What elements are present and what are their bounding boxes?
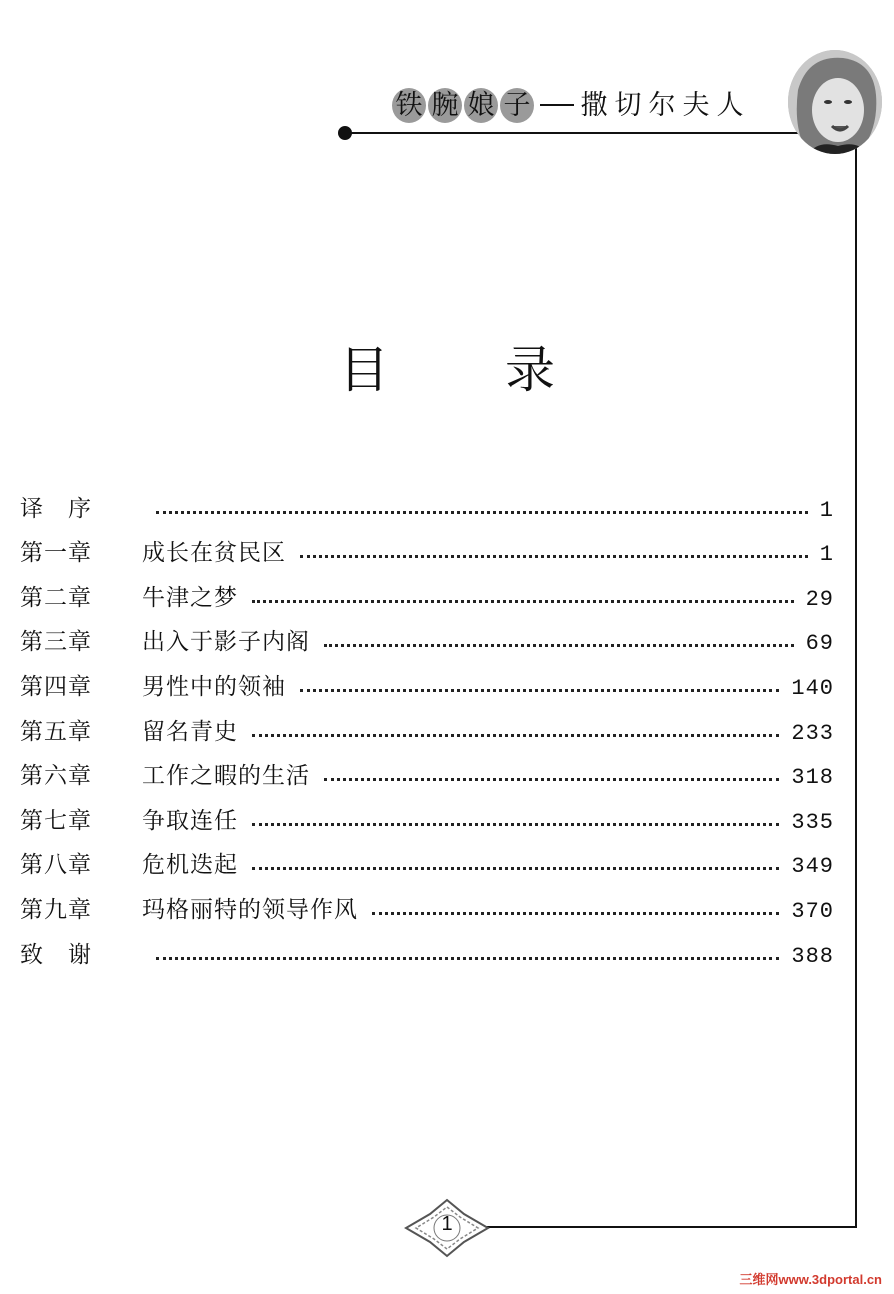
header-char: 尔 [648, 89, 676, 121]
toc-chapter: 第一章 [20, 540, 92, 567]
toc-page: 140 [791, 675, 834, 701]
toc-leader [252, 867, 779, 870]
toc-leader [324, 778, 779, 781]
toc-row[interactable] [20, 879, 834, 924]
header-char: 子 [500, 88, 534, 123]
header-char: 铁 [392, 88, 426, 123]
toc-page: 1 [819, 542, 834, 568]
toc-chapter: 译 序 [20, 495, 92, 522]
toc-page: 349 [791, 854, 834, 880]
toc-chapter: 致 谢 [20, 941, 92, 968]
toc-leader [300, 555, 808, 558]
toc-title: 工作之暇的生活 [142, 763, 310, 790]
toc-row[interactable] [20, 612, 834, 657]
portrait-image [788, 50, 882, 154]
header-char: 人 [716, 89, 744, 121]
toc-page: 335 [791, 809, 834, 835]
header-dash [540, 104, 574, 106]
toc-chapter: 第五章 [20, 718, 92, 745]
toc-title: 争取连任 [142, 807, 238, 834]
toc-chapter: 第二章 [20, 584, 92, 611]
toc-row[interactable] [20, 656, 834, 701]
toc-page: 69 [805, 631, 834, 657]
toc-row[interactable] [20, 567, 834, 612]
toc-title: 男性中的领袖 [142, 673, 286, 700]
header-char: 夫 [682, 89, 710, 121]
watermark: 三维网www.3dportal.cn [739, 1272, 882, 1287]
toc-title: 牛津之梦 [142, 584, 238, 611]
toc-row[interactable] [20, 746, 834, 791]
header-char: 切 [614, 89, 642, 121]
toc-chapter: 第六章 [20, 763, 92, 790]
toc-page: 388 [791, 943, 834, 969]
header-char: 腕 [428, 88, 462, 123]
page-title [0, 330, 894, 402]
toc-page: 370 [791, 898, 834, 924]
toc-page: 29 [805, 586, 834, 612]
toc-row[interactable] [20, 924, 834, 969]
toc-row[interactable] [20, 523, 834, 568]
header-char: 娘 [464, 88, 498, 123]
toc-leader [300, 689, 779, 692]
toc-title: 出入于影子内阁 [142, 629, 310, 656]
toc-page: 233 [791, 720, 834, 746]
toc-title: 成长在贫民区 [142, 540, 286, 567]
title-char: 录 [505, 341, 555, 399]
toc-leader [252, 734, 779, 737]
toc-row[interactable] [20, 478, 834, 523]
toc-chapter: 第四章 [20, 673, 92, 700]
toc-row[interactable] [20, 790, 834, 835]
margin-rule [855, 132, 857, 1228]
toc-chapter: 第三章 [20, 629, 92, 656]
header-rule [348, 132, 854, 134]
toc-title: 留名青史 [142, 718, 238, 745]
toc-leader [252, 600, 794, 603]
header-char: 撒 [580, 89, 608, 121]
toc-leader [252, 823, 779, 826]
toc-chapter: 第七章 [20, 807, 92, 834]
toc-page: 1 [819, 497, 834, 523]
toc-chapter: 第九章 [20, 896, 92, 923]
running-header [392, 82, 748, 128]
toc-leader [324, 644, 794, 647]
toc-page: 318 [791, 765, 834, 791]
title-char: 目 [339, 341, 389, 399]
toc-row[interactable] [20, 835, 834, 880]
toc-row[interactable] [20, 701, 834, 746]
toc-leader [156, 511, 808, 514]
toc-leader [372, 912, 779, 915]
page-number: 1 [441, 1213, 453, 1235]
toc-leader [156, 957, 779, 960]
toc-title: 玛格丽特的领导作风 [142, 896, 358, 923]
table-of-contents [20, 478, 834, 969]
toc-chapter: 第八章 [20, 852, 92, 879]
footer-rule [486, 1226, 857, 1228]
toc-title: 危机迭起 [142, 852, 238, 879]
